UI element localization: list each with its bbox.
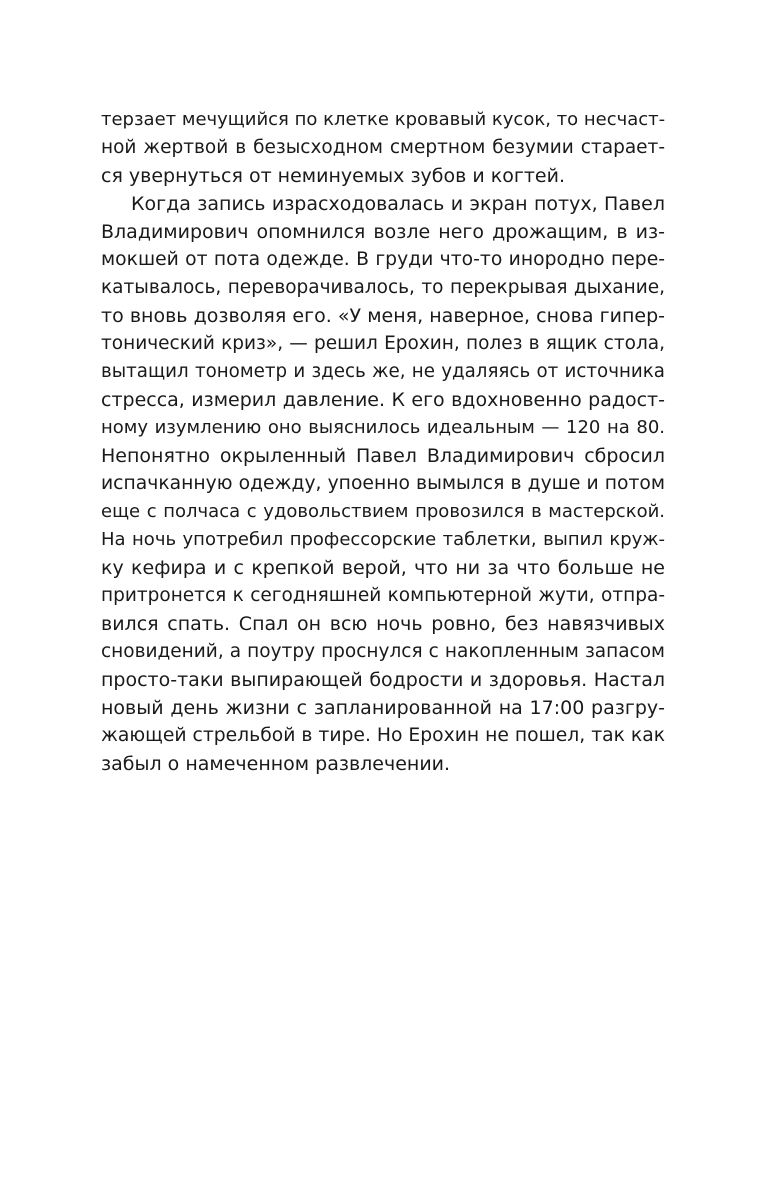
text-line: стресса, измерил давление. К его вдохновенно радост-: [101, 389, 665, 411]
text-line: Владимирович опомнился возле него дрожащим, в из-: [101, 221, 665, 243]
text-line: тонический криз», — решил Ерохин, полез в ящик стола,: [101, 333, 665, 354]
text-line: ку кефира и с крепкой верой, что ни за что больше не: [101, 557, 665, 579]
text-line: терзает мечущийся по клетке кровавый кусок, то несчаст-: [101, 109, 666, 130]
text-line: вытащил тонометр и здесь же, не удаляясь от источника: [101, 361, 665, 382]
paragraph-2: [101, 190, 665, 778]
text-line: новый день жизни с запланированной на 17:00 разгру-: [101, 697, 665, 719]
text-line: На ночь употребил профессорские таблетки, выпил круж-: [101, 529, 665, 550]
text-line: просто-таки выпирающей бодрости и здоровья. Настал: [101, 669, 665, 691]
text-line: ся увернуться от неминуемых зубов и когтей.: [101, 165, 565, 187]
text-line: притронется к сегодняшней компьютерной жути, отпра-: [101, 585, 665, 606]
text-line: сновидений, а поутру проснулся с накопленным запасом: [101, 641, 665, 662]
text-line: еще с полчаса с удовольствием провозился в мастерской.: [101, 501, 665, 522]
text-line: мокшей от пота одежде. В груди что-то инородно пере-: [101, 249, 665, 270]
text-line: испачканную одежду, упоенно вымылся в душе и потом: [101, 473, 665, 494]
text-line: то вновь дозволяя его. «У меня, наверное, снова гипер-: [101, 305, 665, 327]
text-line: ной жертвой в безысходном смертном безумии старает-: [101, 137, 665, 158]
text-line: катывалось, переворачивалось, то перекрывая дыхание,: [101, 277, 665, 298]
paragraph-1: [101, 106, 665, 190]
text-line: Непонятно окрыленный Павел Владимирович сбросил: [101, 445, 665, 467]
text-line: жающей стрельбой в тире. Но Ерохин не пошел, так как: [101, 725, 666, 746]
text-line: ному изумлению оно выяснилось идеальным — 120 на 80.: [101, 417, 665, 438]
body-text: [101, 106, 665, 778]
text-line: забыл о намеченном развлечении.: [101, 753, 451, 775]
text-line: Когда запись израсходовалась и экран потух, Павел: [131, 193, 665, 215]
text-line: вился спать. Спал он всю ночь ровно, без навязчивых: [101, 613, 665, 635]
